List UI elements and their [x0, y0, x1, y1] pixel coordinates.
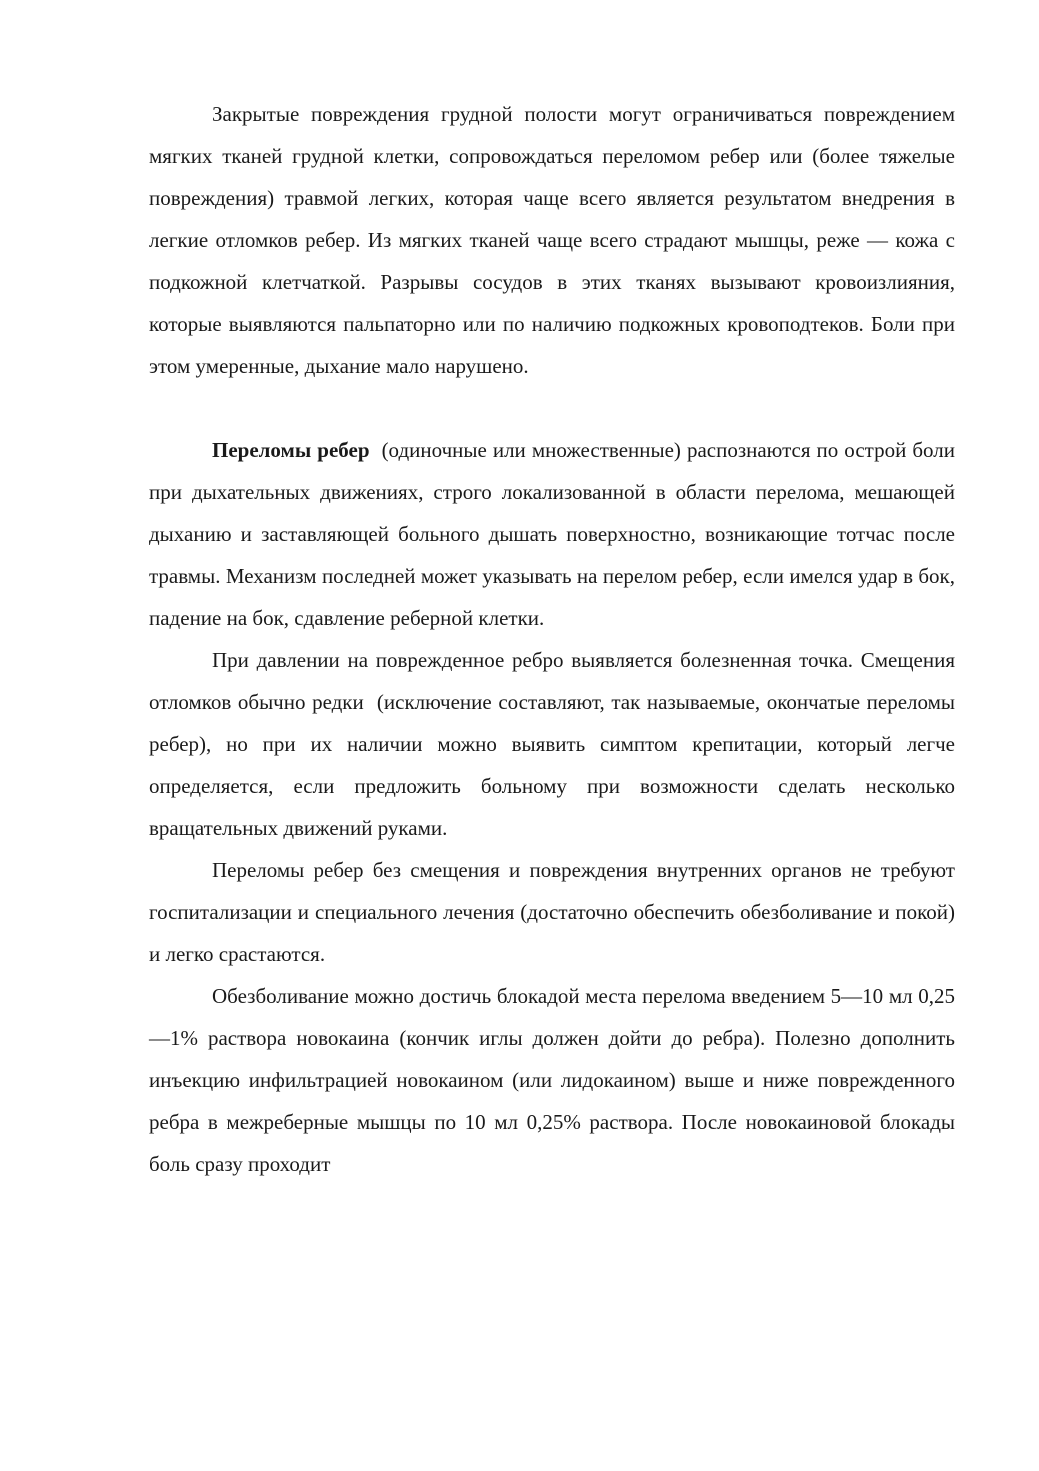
paragraph-text: При давлении на поврежденное ребро выявляется болезненная точка. Смещения отломков обычно редки (исключение составляют, так называемые, окончатые переломы ребер), но при их наличии можно выявить симптом крепитации, который легче определяется, если предложить больному при возможности сделать несколько вращательных движений руками. — [149, 648, 961, 840]
paragraph-text: (одиночные или множественные) распознаются по острой боли при дыхательных движениях, строго локализованной в области перелома, мешающей дыханию и заставляющей больного дышать поверхностно, возникающие тотчас после травмы. Механизм последней может указывать на перелом ребер, если имелся удар в бок, падение на бок, сдавление реберной клетки. — [149, 438, 961, 630]
paragraph-text: Переломы ребер без смещения и повреждения внутренних органов не требуют госпитализации и специального лечения (достаточно обеспечить обезболивание и покой) и легко срастаются. — [149, 858, 955, 966]
paragraph-text: Обезболивание можно достичь блокадой места перелома введением 5—10 мл 0,25—1% раствора новокаина (кончик иглы должен дойти до ребра). Полезно дополнить инъекцию инфильтрацией новокаином (или лидокаином) выше и ниже поврежденного ребра в межреберные мышцы по 10 мл 0,25% раствора. После новокаиновой блокады боль сразу проходит — [149, 984, 955, 1176]
paragraph-closed-injuries — [149, 93, 955, 387]
paragraph-pressure-point — [149, 639, 961, 849]
paragraph-text: Закрытые повреждения грудной полости могут ограничиваться повреждением мягких тканей грудной клетки, сопровождаться переломом ребер или (более тяжелые повреждения) травмой легких, которая чаще всего является результатом внедрения в легкие отломков ребер. Из мягких тканей чаще всего страдают мышцы, реже — кожа с подкожной клетчаткой. Разрывы сосудов в этих тканях вызывают кровоизлияния, которые выявляются пальпаторно или по наличию подкожных кровоподтеков. Боли при этом умеренные, дыхание мало нарушено. — [149, 102, 955, 378]
paragraph-no-displacement — [149, 849, 955, 975]
section-heading-rib-fractures: Переломы ребер — [212, 438, 370, 462]
paragraph-anesthesia — [149, 975, 955, 1185]
paragraph-rib-fractures — [149, 429, 961, 639]
document-page — [149, 93, 961, 1185]
